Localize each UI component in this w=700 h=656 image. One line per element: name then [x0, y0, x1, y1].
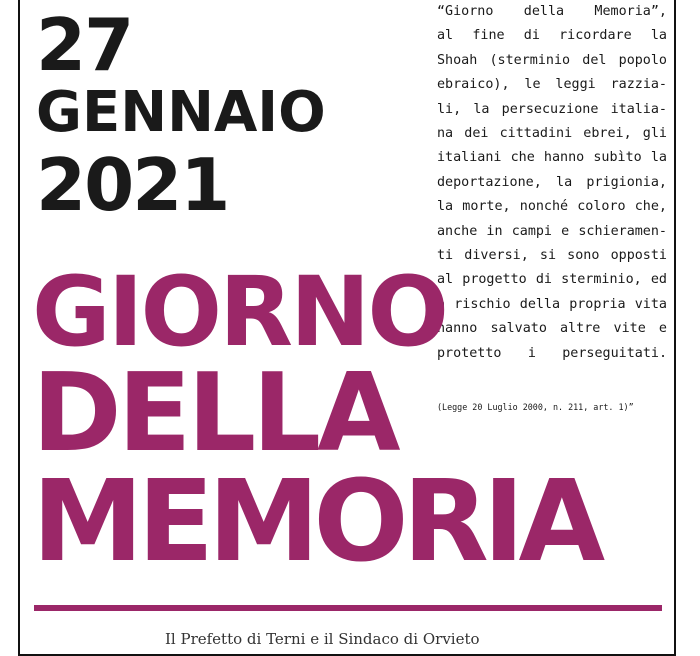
date-year: 2021 — [36, 143, 229, 227]
quote-line: “Giorno della Memoria”, — [437, 4, 667, 19]
divider — [34, 605, 662, 611]
quote-line: anche in campi e schieramen- — [437, 223, 667, 239]
date-day: 27 — [36, 3, 133, 87]
quote-line: a rischio della propria vita — [437, 296, 667, 312]
quote-line: italiani che hanno subìto la — [437, 150, 667, 166]
title-line-3: MEMORIA — [32, 457, 600, 587]
law-citation: (Legge 20 Luglio 2000, n. 211, art. 1)” — [437, 402, 634, 412]
quote-line: protetto i perseguitati. — [437, 345, 667, 361]
quote-line: hanno salvato altre vite e — [437, 321, 667, 337]
title-line-2: DELLA — [32, 351, 397, 476]
quote-line: la morte, nonché coloro che, — [437, 199, 667, 215]
quote-line: al fine di ricordare la — [437, 28, 667, 44]
date-block — [36, 3, 326, 227]
quote-line: deportazione, la prigionia, — [437, 174, 667, 190]
quote-line: al progetto di sterminio, ed — [437, 272, 667, 288]
footer-text: Il Prefetto di Terni e il Sindaco di Orvieto — [165, 630, 480, 648]
quote-line: na dei cittadini ebrei, gli — [437, 126, 667, 142]
quote-line: li, la persecuzione italia- — [437, 101, 667, 117]
quote-line: ebraico), le leggi razzia- — [437, 77, 667, 93]
quote-line: Shoah (sterminio del popolo — [437, 52, 667, 68]
quote-line: ti diversi, si sono opposti — [437, 248, 667, 264]
title-line-1: GIORNO — [32, 256, 446, 368]
date-month: GENNAIO — [36, 80, 326, 145]
